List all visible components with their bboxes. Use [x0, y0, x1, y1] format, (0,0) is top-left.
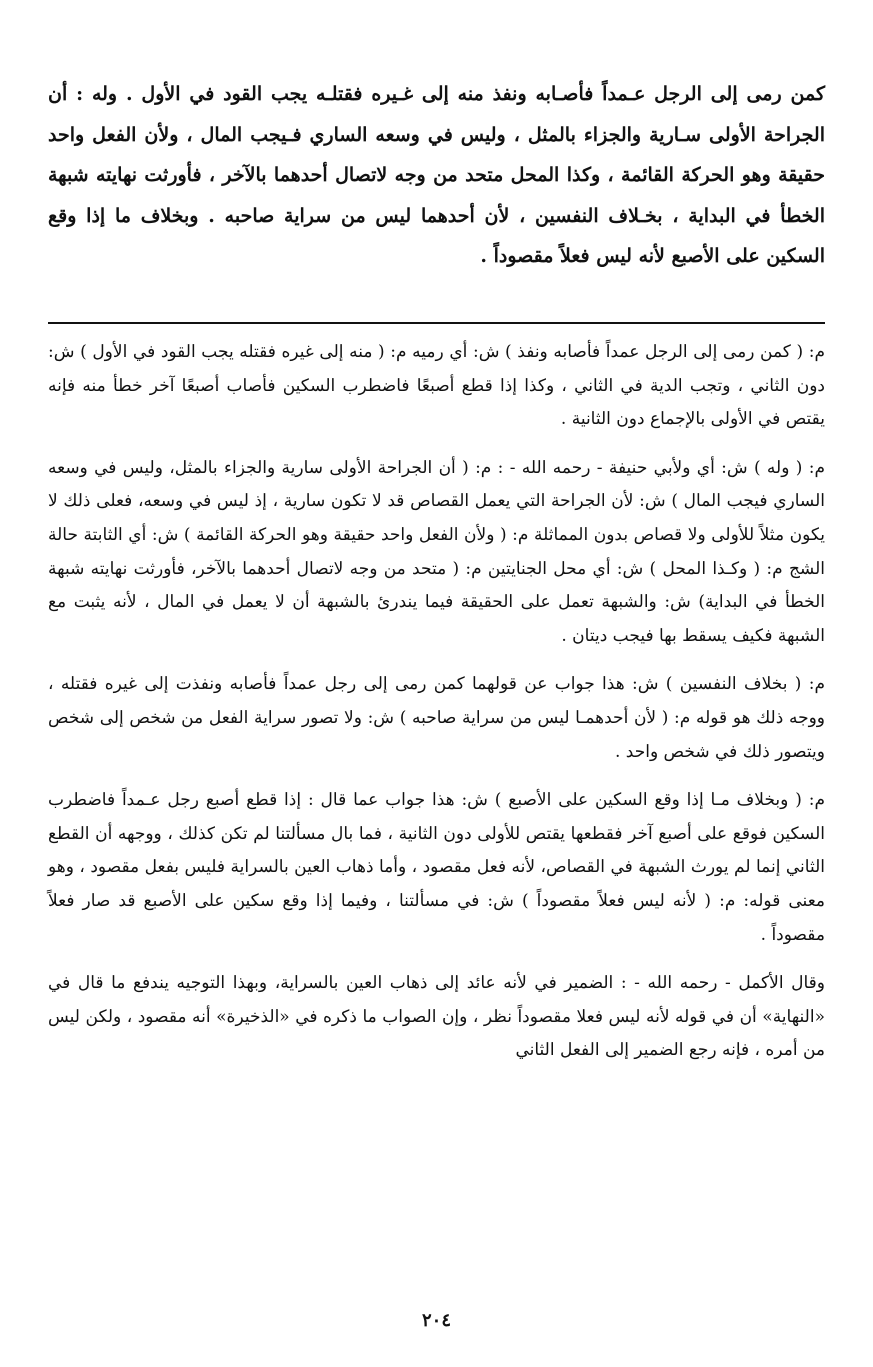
commentary-block	[48, 336, 825, 1083]
page-number: ٢٠٤	[421, 1310, 451, 1331]
commentary-paragraph-1: م: ( كمن رمى إلى الرجل عمداً فأصابه ونفذ ) ش: أي رميه م: ( منه إلى غيره فقتله يجب القود في الأول ) ش: دون الثاني ، وتجب الدية في الثاني ، وكذا إذا قطع أصبعًا فاضطرب السكين فأصاب أصبعًا آخر خطأ منه فإنه يقتص في الأولى بالإجماع دون الثانية .	[48, 342, 825, 430]
main-text-block	[48, 74, 825, 277]
commentary-paragraph-3: م: ( بخلاف النفسين ) ش: هذا جواب عن قولهما كمن رمى إلى رجل عمداً فأصابه ونفذت إلى غيره فقتله ، ووجه ذلك هو قوله م: ( لأن أحدهمـا ليس من سراية صاحبه ) ش: ولا تصور سراية الفعل من شخص إلى شخص ويتصور ذلك في شخص واحد .	[48, 674, 825, 762]
main-text-paragraph: كمن رمى إلى الرجل عـمداً فأصـابه ونفذ منه إلى غـيره فقتلـه يجب القود في الأول . وله : أن الجراحة الأولى سـارية والجزاء بالمثل ، وليس في وسعه الساري فـيجب المال ، ولأن الفعل واحد حقيقة وهو الحركة القائمة ، وكذا المحل متحد من وجه لاتصال أحدهما بالآخر ، فأورثت نهايته شبهة الخطأ في البداية ، بخـلاف النفسين ، لأن أحدهما ليس من سراية صاحبه . وبخلاف ما إذا وقع السكين على الأصبع لأنه ليس فعلاً مقصوداً .	[48, 83, 825, 267]
commentary-paragraph-4: م: ( وبخلاف مـا إذا وقع السكين على الأصبع ) ش: هذا جواب عما قال : إذا قطع أصبع رجل عـمداً فاضطرب السكين فوقع على أصبع آخر فقطعها يقتص للأولى دون الثانية ، فما بال مسألتنا لم تكن كذلك ، ووجهه أن القطع الثاني إنما لم يورث الشبهة في القصاص، لأنه فعل مقصود ، وأما ذهاب العين بالسراية فليس بفعل مقصود ، وهو معنى قوله: م: ( لأنه ليس فعلاً مقصوداً ) ش: في مسألتنا ، وفيما إذا وقع سكين على الأصبع قد صار فعلاً مقصوداً .	[48, 790, 825, 945]
commentary-paragraph-5: وقال الأكمل - رحمه الله - : الضمير في لأنه عائد إلى ذهاب العين بالسراية، وبهذا التوجيه يندفع ما قال في «النهاية» أن في قوله لأنه ليس فعلا مقصوداً نظر ، وإن الصواب ما ذكره في «الذخيرة» أنه مقصود ، ولكن ليس من أمره ، فإنه رجع الضمير إلى الفعل الثاني	[48, 973, 825, 1061]
section-divider	[48, 322, 825, 324]
commentary-paragraph-2: م: ( وله ) ش: أي ولأبي حنيفة - رحمه الله - : م: ( أن الجراحة الأولى سارية والجزاء بالمثل، وليس في وسعه الساري فيجب المال ) ش: لأن الجراحة التي يعمل القصاص قد لا تكون سارية ، إذ ليس في وسعه، فعلى ذلك لا يكون مثلاً للأولى ولا قصاص بدون المماثلة م: ( ولأن الفعل واحد حقيقة وهو الحركة القائمة ) ش: أي الثابتة حالة الشج م: ( وكـذا المحل ) ش: أي محل الجنايتين م: ( متحد من وجه لاتصال أحدهما بالآخر، فأورثت نهايته شبهة الخطأ في البداية) ش: والشبهة تعمل على الحقيقة فيما يندرئ بالشبهة أن لا يعمل في المال ، لأنه يثبت مع الشبهة فكيف يسقط بها فيجب ديتان .	[48, 457, 825, 646]
